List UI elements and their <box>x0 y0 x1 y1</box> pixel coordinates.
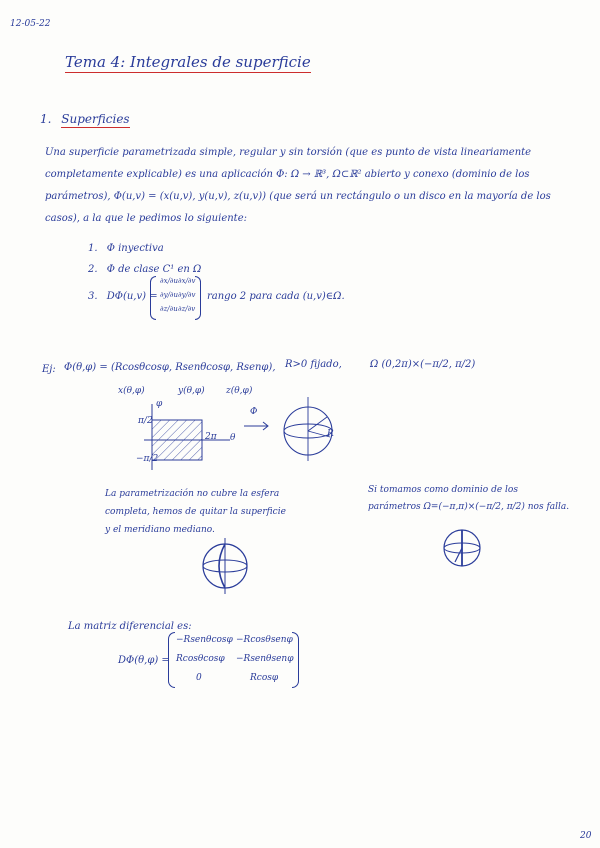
two-pi-label: 2π <box>205 432 217 442</box>
section-heading <box>40 113 130 125</box>
differential-entry-11: −Rsenθcosφ <box>176 635 233 645</box>
example-label-z: z(θ,φ) <box>226 386 253 396</box>
definition-line-1: Una superficie parametrizada simple, regular y sin torsión (que es punto de vista lineariamente <box>45 147 532 158</box>
jacobian-entry-22: ∂y/∂v <box>178 291 196 299</box>
note-right-line-1: Si tomamos como dominio de los <box>368 485 518 495</box>
condition-2-text: Φ de clase C¹ en Ω <box>106 264 202 275</box>
note-right-line-2: parámetros Ω=(−π,π)×(−π/2, π/2) nos falla. <box>368 502 570 512</box>
bottom-bound-label: −π/2 <box>136 454 159 464</box>
condition-3-text: rango 2 para cada (u,v)∈Ω. <box>207 291 345 302</box>
definition-line-4: casos), a la que le pedimos lo siguiente: <box>45 213 247 224</box>
domain-rectangle <box>152 420 202 460</box>
differential-right-bracket <box>292 632 299 688</box>
sphere-alt-domain-figure <box>435 520 491 576</box>
condition-2 <box>88 265 201 275</box>
example-formula: Φ(θ,φ) = (Rcosθcosφ, Rsenθcosφ, Rsenφ), <box>64 362 276 373</box>
example-prefix: Ej: <box>42 364 56 375</box>
radius-label: R <box>327 429 334 439</box>
differential-entry-22: −Rsenθsenφ <box>236 654 294 664</box>
condition-2-num: 2. <box>88 264 98 275</box>
sphere-figure <box>275 395 345 465</box>
phi-axis-label: φ <box>156 399 163 409</box>
example-condition: R>0 fijado, <box>285 359 342 370</box>
page-title-text: Tema 4: Integrales de superficie <box>65 53 311 71</box>
differential-entry-21: Rcosθcosφ <box>176 654 225 664</box>
note-left-line-3: y el meridiano mediano. <box>105 525 215 535</box>
jacobian-entry-21: ∂y/∂u <box>160 291 179 299</box>
jacobian-entry-12: ∂x/∂v <box>178 277 196 285</box>
definition-line-2: completamente explicable) es una aplicación Φ: Ω → ℝ³, Ω⊂ℝ² abierto y conexo (dominio de los <box>45 169 530 180</box>
example-label-x: x(θ,φ) <box>118 386 145 396</box>
jacobian-right-bracket <box>195 276 201 320</box>
definition-line-3: parámetros), Φ(u,v) = (x(u,v), y(u,v), z(u,v)) (que será un rectángulo o un disco en la mayoría de los <box>45 191 551 202</box>
differential-left-bracket <box>168 632 175 688</box>
map-label: Φ <box>250 407 258 417</box>
map-arrow-icon <box>242 418 272 432</box>
section-title: Superficies <box>61 112 130 126</box>
condition-1 <box>88 244 164 254</box>
differential-entry-31: 0 <box>196 673 202 683</box>
page-date: 12-05-22 <box>10 19 51 29</box>
condition-1-text: Φ inyectiva <box>106 243 164 254</box>
jacobian-entry-32: ∂z/∂v <box>178 305 196 313</box>
example-label-y: y(θ,φ) <box>178 386 205 396</box>
note-left-line-2: completa, hemos de quitar la superficie <box>105 507 286 517</box>
example-domain: Ω (0,2π)×(−π/2, π/2) <box>370 359 476 370</box>
sphere-cut-figure <box>195 536 255 596</box>
page-number: 20 <box>580 831 592 841</box>
differential-entry-32: Rcosφ <box>250 673 279 683</box>
condition-3-label: DΦ(u,v) = <box>106 291 158 302</box>
theta-axis-label: θ <box>230 433 236 443</box>
jacobian-entry-11: ∂x/∂u <box>160 277 179 285</box>
jacobian-left-bracket <box>150 276 156 320</box>
top-bound-label: π/2 <box>138 416 153 426</box>
differential-label: DΦ(θ,φ) = <box>118 655 170 666</box>
differential-intro: La matriz diferencial es: <box>68 621 192 632</box>
note-left-line-1: La parametrización no cubre la esfera <box>105 489 280 499</box>
differential-entry-12: −Rcosθsenφ <box>236 635 293 645</box>
section-number: 1. <box>40 112 52 126</box>
jacobian-entry-31: ∂z/∂u <box>160 305 178 313</box>
condition-3 <box>88 292 158 302</box>
condition-3-num: 3. <box>88 291 98 302</box>
condition-1-num: 1. <box>88 243 98 254</box>
page-title <box>65 55 311 70</box>
